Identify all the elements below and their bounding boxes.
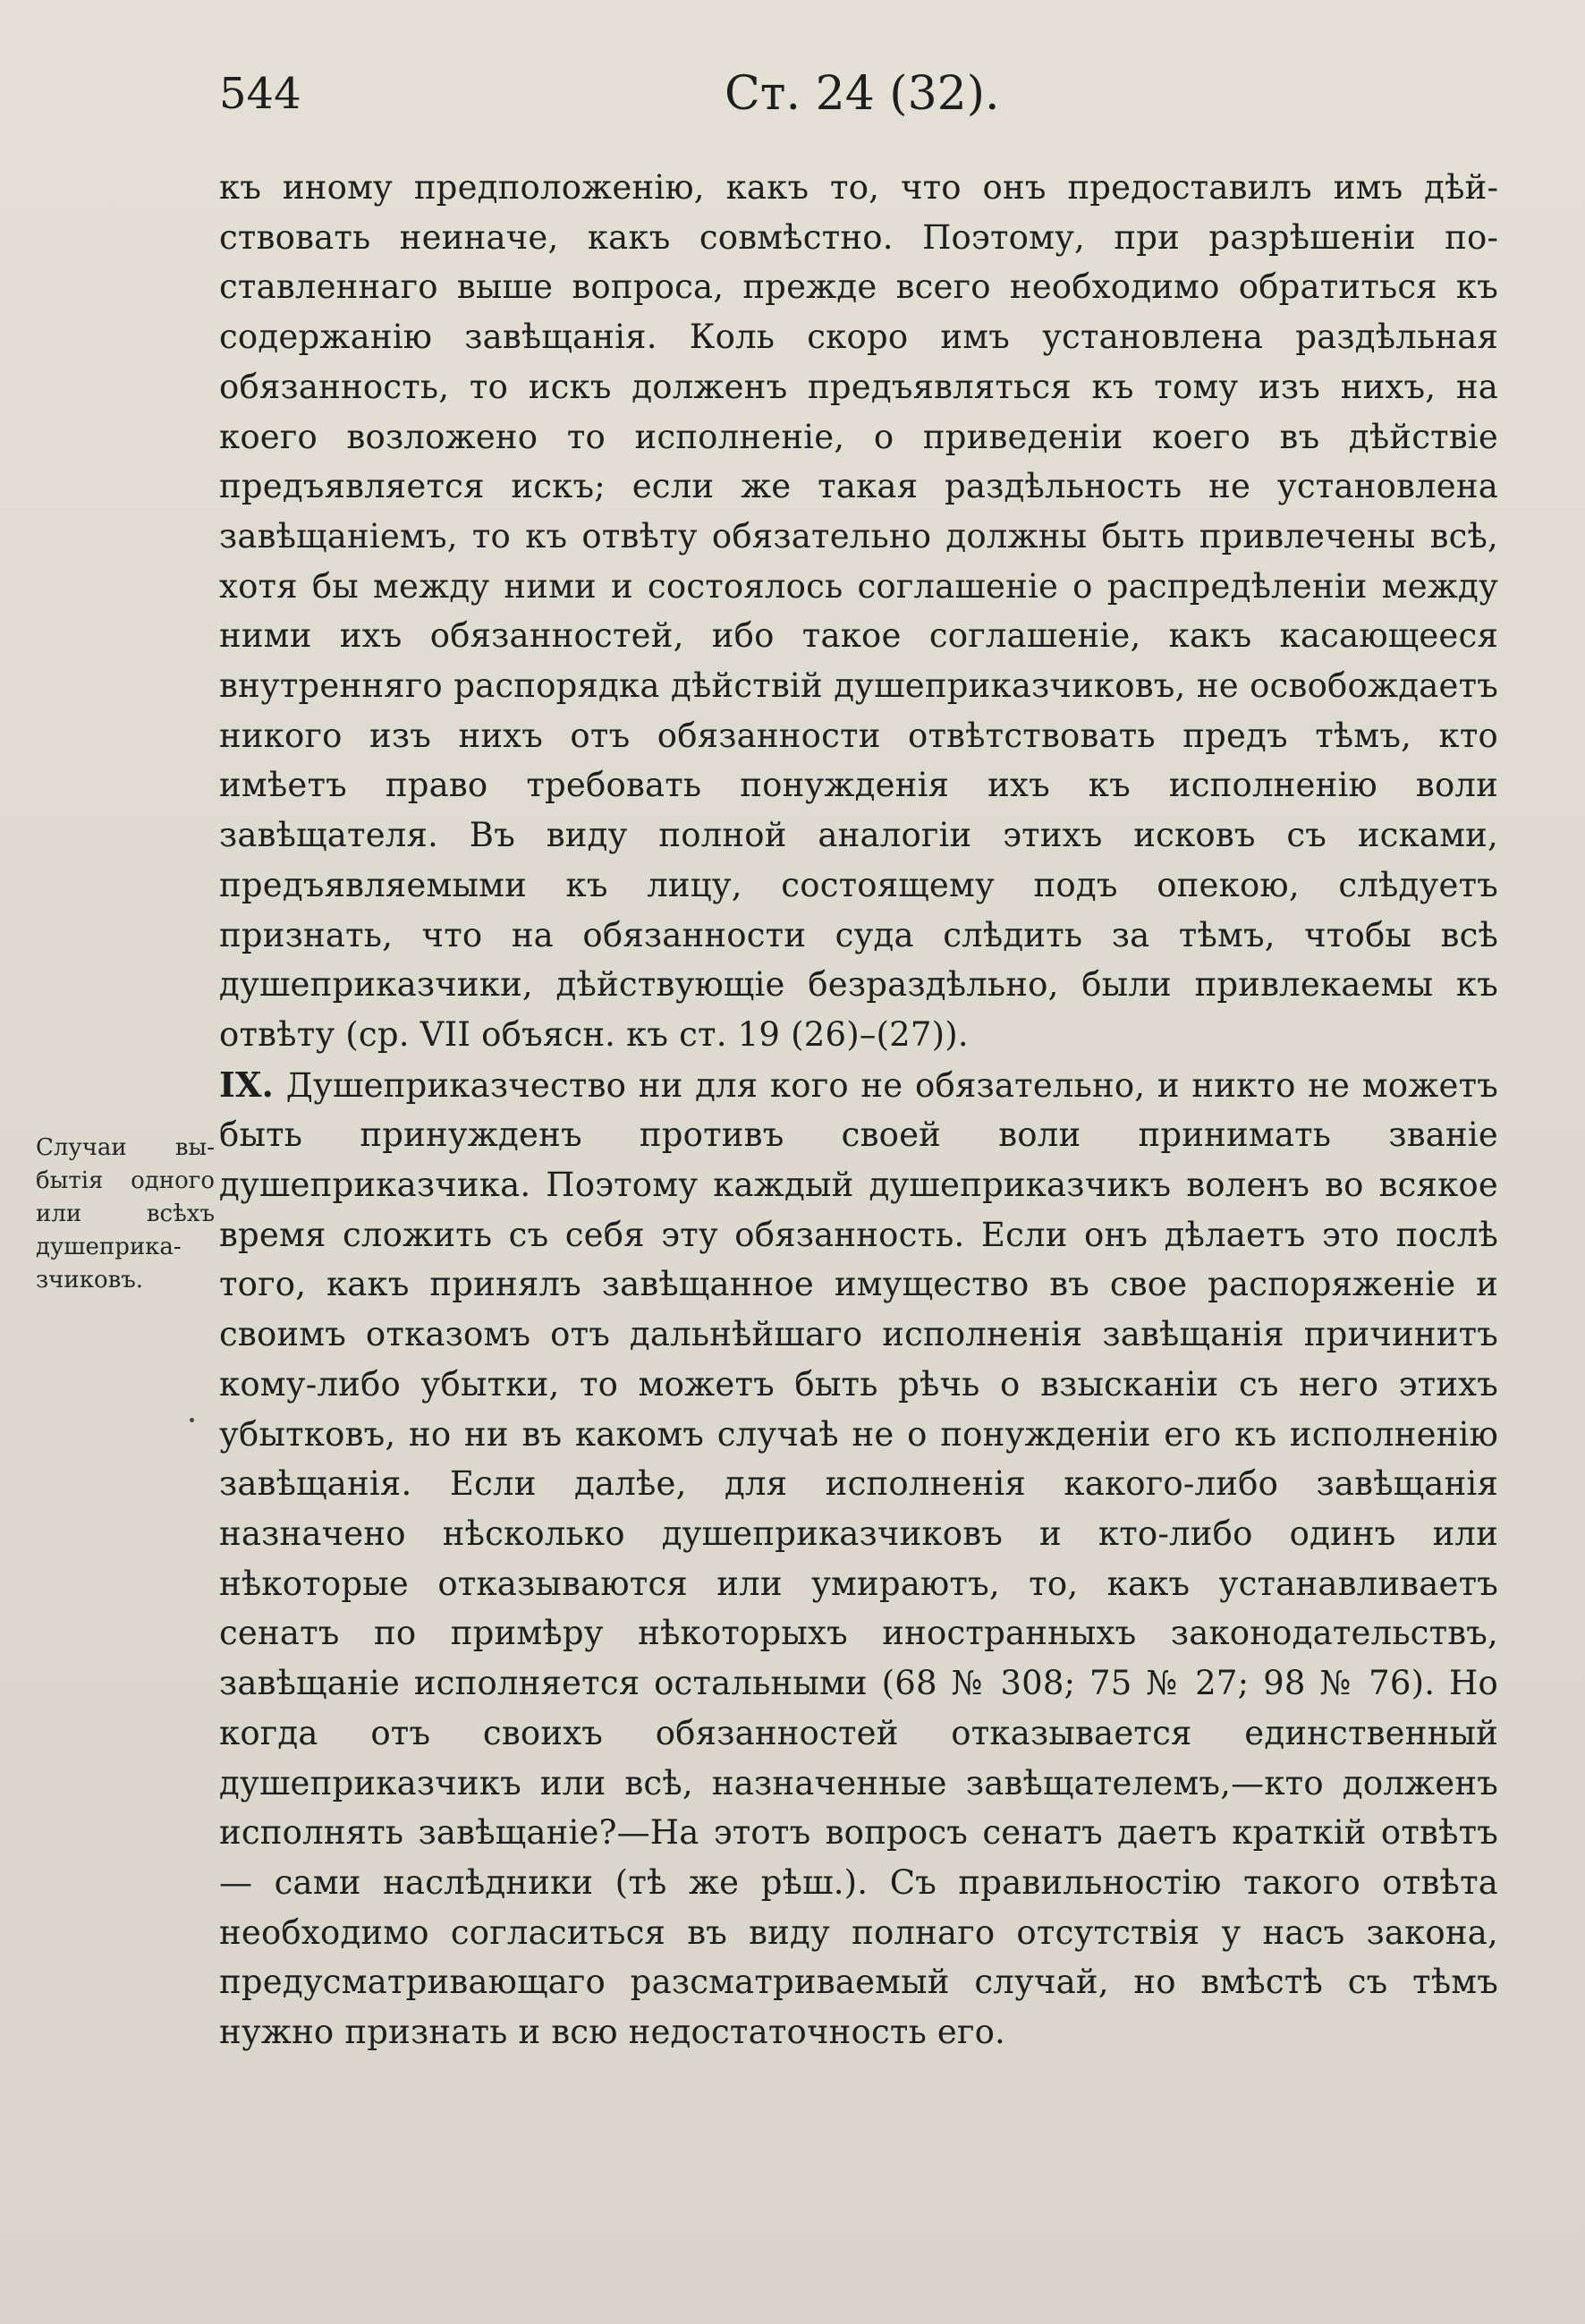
paragraph-section-ix [219, 1060, 1498, 2057]
article-reference: Ст. 24 (32). [725, 67, 1000, 121]
paragraph-section-ix-text: Душеприказчество ни для кого не обязательно, и никто не можетъ быть принужденъ противъ своей воли принимать званіе душеприказчика. Поэтому каждый душеприказчикъ воленъ во всякое время сложить съ себя эту обязанность. Если онъ дѣлаетъ это послѣ того, какъ принялъ завѣщанное имущество въ свое распоряженіе и своимъ отказомъ отъ дальнѣйшаго исполненія завѣщанія причинитъ кому-либо убытки, то можетъ быть рѣчь о взысканіи съ него этихъ убытковъ, но ни въ какомъ случаѣ не о понужденіи его къ исполненію завѣщанія. Если далѣе, для исполненія какого-либо завѣщанія назначено нѣсколько душеприказчиковъ и кто-либо одинъ или нѣкоторые отказываются или умираютъ, то, какъ устанавливаетъ сенатъ по примѣру нѣкоторыхъ иностранныхъ законодательствъ, завѣщаніе исполняется остальными (68 № 308; 75 № 27; 98 № 76). Но когда отъ своихъ обязанностей отказывается единственный душеприказчикъ или всѣ, назначенные завѣщателемъ,—кто долженъ исполнять завѣщаніе?—На этотъ вопросъ сенатъ даетъ краткій отвѣтъ — сами наслѣдники (тѣ же рѣш.). Съ правильностію такого отвѣта необходимо согласиться въ виду полнаго отсутствія у насъ закона, предусматривающаго разсматриваемый случай, но вмѣстѣ съ тѣмъ нужно признать и всю недостаточность его. [219, 1065, 1498, 2052]
paragraph-continuation: къ иному предположенію, какъ то, что онъ предоставилъ имъ дѣйствовать неиначе, какъ совмѣстно. Поэтому, при разрѣшеніи поставленнаго выше вопроса, прежде всего необходимо обратиться къ содержанію завѣщанія. Коль скоро имъ установлена раздѣльная обязанность, то искъ долженъ предъявляться къ тому изъ нихъ, на коего возложено то исполненіе, о приведеніи коего въ дѣйствіе предъявляется искъ; если же такая раздѣльность не установлена завѣщаніемъ, то къ отвѣту обязательно должны быть привлечены всѣ, хотя бы между ними и состоялось соглашеніе о распредѣленіи между ними ихъ обязанностей, ибо такое соглашеніе, какъ касающееся внутренняго распорядка дѣйствій душеприказчиковъ, не освобождаетъ никого изъ нихъ отъ обязанности отвѣтствовать предъ тѣмъ, кто имѣетъ право требовать понужденія ихъ къ исполненію воли завѣщателя. Въ виду полной аналогіи этихъ исковъ съ исками, предъявляемыми къ лицу, состоящему подъ опекою, слѣдуетъ признать, что на обязанности суда слѣдить за тѣмъ, чтобы всѣ душеприказчики, дѣйствующіе безраздѣльно, были привлекаемы къ отвѣту (ср. VII объясн. къ ст. 19 (26)–(27)). [219, 168, 1498, 1054]
body-text [219, 163, 1498, 2057]
page-number: 544 [219, 69, 301, 119]
section-numeral: IX. [219, 1064, 275, 1105]
running-head [219, 63, 1525, 125]
margin-note: Случаи выбытія одного или всѣхъ душеприказчиковъ. [36, 1134, 215, 1293]
margin-mark [190, 1418, 194, 1422]
